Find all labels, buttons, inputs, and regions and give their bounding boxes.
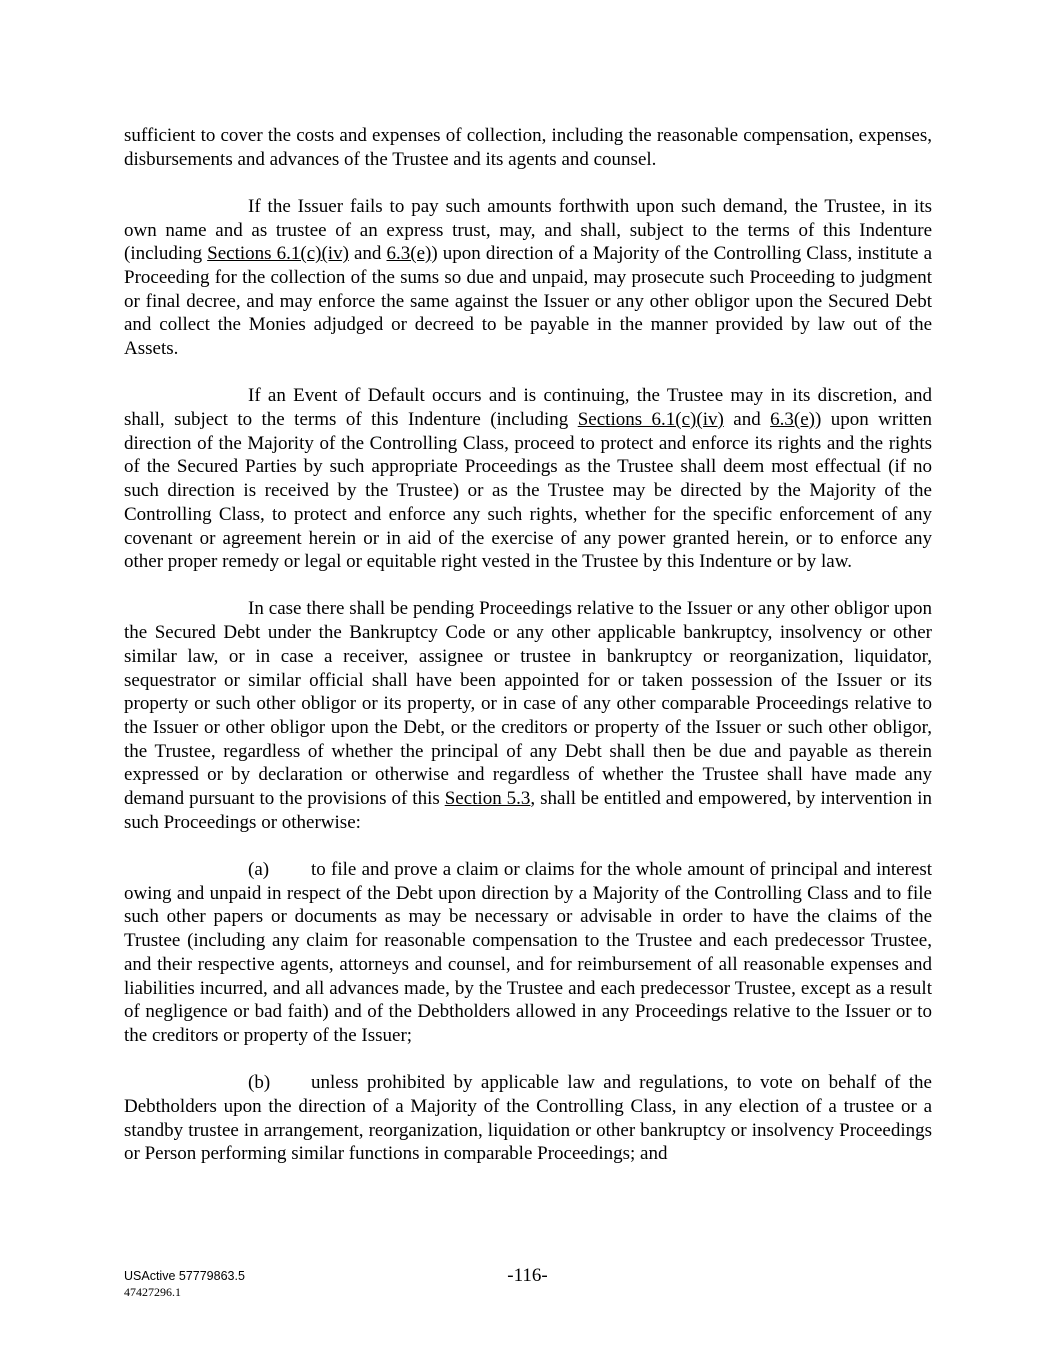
footer-doc-id-secondary: 47427296.1: [124, 1285, 181, 1299]
clause-label: (a): [248, 858, 270, 880]
section-reference: 6.3(e): [770, 409, 815, 431]
clause-b: [124, 1071, 932, 1166]
paragraph-text: If the Issuer fails to pay such amounts forthwith upon such demand, the Trustee, in its own name and as trustee of an express trust, may, and shall, subject to the terms of this Indenture (including: [124, 195, 932, 265]
paragraph-collection-proceeding: [124, 195, 932, 361]
section-reference: Sections 6.1(c)(iv): [577, 409, 724, 431]
paragraph-text: In case there shall be pending Proceedings relative to the Issuer or any other obligor upon the Secured Debt under the Bankruptcy Code or any other applicable bankruptcy, insolvency or other similar law, or in case a receiver, assignee or trustee in bankruptcy or reorganization, liquidator, sequestrator or similar official shall have been appointed for or taken possession of the Issuer or its property or such other obligor or its property, or in case of any other comparable Proceedings relative to the Issuer or other obligor upon the Debt, or the creditors or property of the Issuer or such other obligor, the Trustee, regardless of whether the principal of any Debt shall then be due and payable as therein expressed or by declaration or otherwise and regardless of whether the Trustee shall have made any demand pursuant to the provisions of this: [124, 598, 932, 810]
paragraph-event-of-default: [124, 384, 932, 574]
document-body: [124, 124, 932, 1189]
paragraph-text: ) upon direction of a Majority of the Controlling Class, institute a Proceeding for the collection of the sums so due and unpaid, may prosecute such Proceeding to judgment or final decree, and may enforce the same against the Issuer or any other obligor upon the Secured Debt and collect the Monies adjudged or decreed to be payable in the manner provided by law out of the Assets.: [124, 243, 932, 360]
paragraph-text: and: [348, 243, 387, 265]
section-reference: 6.3(e): [386, 243, 432, 265]
section-reference: Section 5.3: [444, 788, 531, 810]
clause-text: to file and prove a claim or claims for the whole amount of principal and interest owing and unpaid in respect of the Debt upon direction by a Majority of the Controlling Class and to file such other papers or documents as may be necessary or advisable in order to have the claims of the Trustee (including any claim for reasonable compensation to the Trustee and each predecessor Trustee, and their respective agents, attorneys and counsel, and for reimbursement of all reasonable expenses and liabilities incurred, and all advances made, by the Trustee and each predecessor Trustee, except as a result of negligence or bad faith) and of the Debtholders allowed in any Proceedings relative to the Issuer or to the creditors or property of the Issuer;: [124, 858, 932, 1046]
paragraph-text: If an Event of Default occurs and is continuing, the Trustee may in its discretion, and shall, subject to the terms of this Indenture (including: [124, 385, 932, 431]
paragraph-text: ) upon written direction of the Majority of the Controlling Class, proceed to protect and enforce its rights and the rights of the Secured Parties by such appropriate Proceedings as the Trustee shall deem most effectual (if no such direction is received by the Trustee) or as the Trustee may be directed by the Majority of the Controlling Class, to protect and enforce any such rights, whether for the specific enforcement of any covenant or agreement herein or in aid of the exercise of any power granted herein, or to enforce any other proper remedy or legal or equitable right vested in the Trustee by this Indenture or by law.: [124, 409, 932, 573]
paragraph-pending-proceedings: [124, 597, 932, 834]
clause-a: [124, 858, 932, 1048]
section-reference: Sections 6.1(c)(iv): [207, 243, 349, 265]
paragraph-text: and: [723, 409, 771, 431]
paragraph-continuation: sufficient to cover the costs and expenses of collection, including the reasonable compensation, expenses, disbursements and advances of the Trustee and its agents and counsel.: [124, 125, 932, 170]
page-number: -116-: [507, 1265, 548, 1286]
clause-text: unless prohibited by applicable law and regulations, to vote on behalf of the Debtholders upon the direction of a Majority of the Controlling Class, in any election of a trustee or a standby trustee in arrangement, reorganization, liquidation or other bankruptcy or insolvency Proceedings or Person performing similar functions in comparable Proceedings; and: [124, 1072, 932, 1165]
paragraph-text: , shall be entitled and empowered, by intervention in such Proceedings or otherwise:: [124, 788, 932, 833]
clause-label: (b): [248, 1072, 271, 1094]
footer-doc-id-primary: USActive 57779863.5: [124, 1269, 245, 1283]
